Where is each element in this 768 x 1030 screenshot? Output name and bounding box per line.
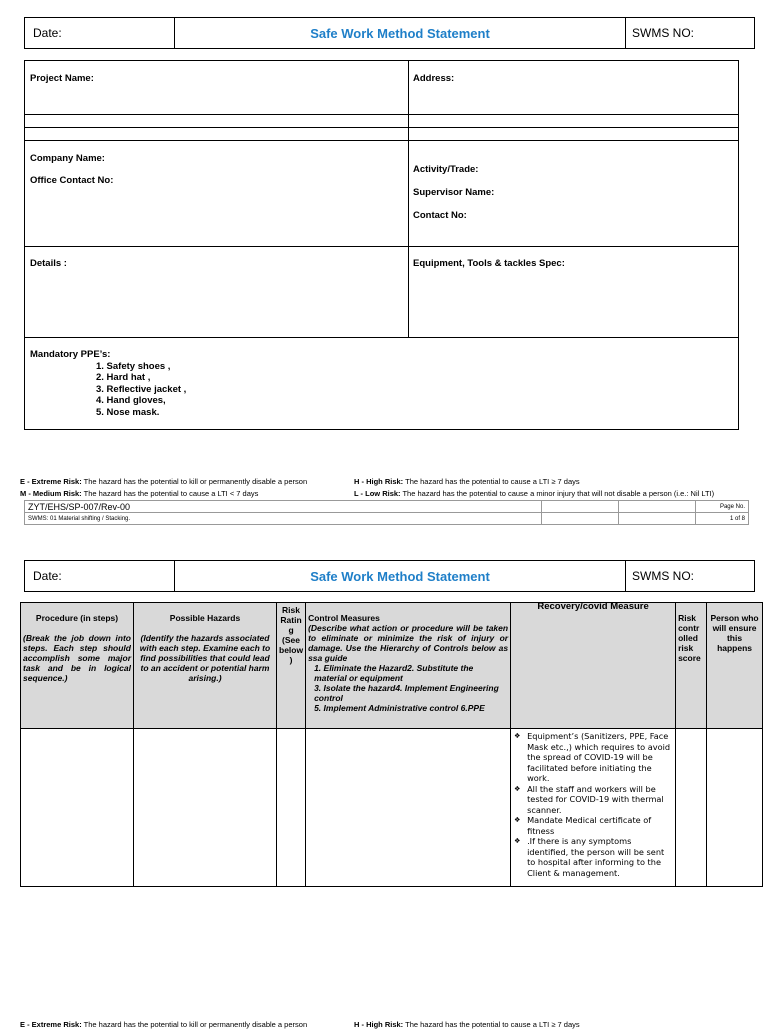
recovery-item: ❖ All the staff and workers will be tested for COVID-19 with thermal scanner. bbox=[527, 784, 673, 816]
legend-high: H - High Risk: The hazard has the potential to cause a LTI ≥ 7 days bbox=[354, 477, 580, 486]
footer-cell bbox=[542, 501, 619, 513]
person-header: Person who will ensure this happens bbox=[707, 603, 763, 729]
info-row bbox=[25, 247, 738, 338]
date-label: Date: bbox=[25, 18, 175, 48]
header-bar bbox=[24, 17, 755, 49]
hazards-header: Possible Hazards (Identify the hazards associated with each step. Examine each to find possibilities that could lead to an accident or potential harm arising.) bbox=[134, 603, 277, 729]
legend-extreme: E - Extreme Risk: The hazard has the potential to kill or permanently disable a person bbox=[20, 1020, 308, 1029]
recovery-item: ❖ Equipment’s (Sanitizers, PPE, Face Mask etc.,) which requires to avoid the spread of COVID-19 will be facilitated before initiating the work. bbox=[527, 731, 673, 784]
ppe-title: Mandatory PPE’s: bbox=[30, 349, 111, 360]
recovery-list bbox=[513, 731, 673, 878]
info-row bbox=[25, 61, 738, 115]
recovery-item: ❖ Mandate Medical certificate of fitness bbox=[527, 815, 673, 836]
document-footer bbox=[24, 500, 749, 525]
header-bar-page2 bbox=[24, 560, 755, 592]
recovery-cell bbox=[511, 729, 676, 887]
ppe-item: 1. Safety shoes , bbox=[96, 360, 171, 372]
info-row bbox=[25, 128, 738, 141]
ppe-item: 2. Hard hat , bbox=[96, 372, 151, 383]
legend-high: H - High Risk: The hazard has the potential to cause a LTI ≥ 7 days bbox=[354, 1020, 580, 1029]
swms-no-label: SWMS NO: bbox=[632, 569, 694, 583]
footer-cell bbox=[542, 513, 619, 525]
recovery-header: Recovery/covid Measure bbox=[511, 603, 676, 729]
hazards-cell bbox=[134, 729, 277, 887]
info-row bbox=[25, 141, 738, 247]
swms-no-label: SWMS NO: bbox=[632, 26, 694, 40]
activity-trade-label: Activity/Trade: bbox=[413, 164, 479, 175]
person-cell bbox=[707, 729, 763, 887]
info-row bbox=[25, 115, 738, 128]
control-cell bbox=[306, 729, 511, 887]
controlled-risk-header: Risk contr olled risk score bbox=[676, 603, 707, 729]
procedure-cell bbox=[21, 729, 134, 887]
date-label: Date: bbox=[25, 561, 175, 591]
page-no-label: Page No. bbox=[696, 501, 749, 513]
equipment-label: Equipment, Tools & tackles Spec: bbox=[413, 258, 565, 269]
ppe-item: 4. Hand gloves, bbox=[96, 395, 166, 406]
doc-ref: ZYT/EHS/SP-007/Rev-00 bbox=[25, 501, 542, 513]
risk-rating-header: Risk Ratin g (See below ) bbox=[277, 603, 306, 729]
legend-medium: M - Medium Risk: The hazard has the potential to cause a LTI < 7 days bbox=[20, 489, 259, 498]
risk-rating-cell bbox=[277, 729, 306, 887]
footer-cell bbox=[619, 513, 696, 525]
controlled-risk-cell bbox=[676, 729, 707, 887]
procedure-header: Procedure (in steps) (Break the job down into steps. Each step should accomplish some major task and be in logical sequence.) bbox=[21, 603, 134, 729]
document-title: Safe Work Method Statement bbox=[175, 561, 626, 591]
company-name-label: Company Name: bbox=[30, 153, 105, 164]
contact-no-label: Contact No: bbox=[413, 210, 467, 221]
address-label: Address: bbox=[413, 73, 455, 84]
ppe-section bbox=[30, 349, 186, 418]
swms-table bbox=[20, 602, 763, 887]
footer-subject: SWMS: 01 Material shifting / Stacking. bbox=[25, 513, 542, 525]
document-title: Safe Work Method Statement bbox=[175, 18, 626, 48]
office-contact-label: Office Contact No: bbox=[30, 175, 114, 186]
page-of: 1 of 8 bbox=[696, 513, 749, 525]
project-info-box bbox=[24, 60, 739, 430]
legend-extreme: E - Extreme Risk: The hazard has the potential to kill or permanently disable a person bbox=[20, 477, 308, 486]
ppe-item: 3. Reflective jacket , bbox=[96, 383, 187, 395]
ppe-list bbox=[30, 361, 186, 419]
recovery-item: ❖ .If there is any symptoms identified, the person will be sent to hospital after informing to the Client & management. bbox=[527, 836, 673, 878]
ppe-item: 5. Nose mask. bbox=[96, 406, 160, 418]
project-name-label: Project Name: bbox=[30, 73, 94, 84]
supervisor-name-label: Supervisor Name: bbox=[413, 187, 495, 198]
details-label: Details : bbox=[30, 258, 67, 269]
legend-low: L - Low Risk: The hazard has the potential to cause a minor injury that will not disable a person (i.e.: Nil LTI) bbox=[354, 489, 715, 498]
footer-cell bbox=[619, 501, 696, 513]
control-measures-header: Control Measures (Describe what action or procedure will be taken to eliminate or minimize the risk of injury or damage. Use the Hierarchy of Controls below as ssa guide 1. Eliminate the Hazard2. Substitute the material or equipment 3. Isolate the hazard4. Implement Engineering control 5. Implement Administrative control 6.PPE bbox=[306, 603, 511, 729]
